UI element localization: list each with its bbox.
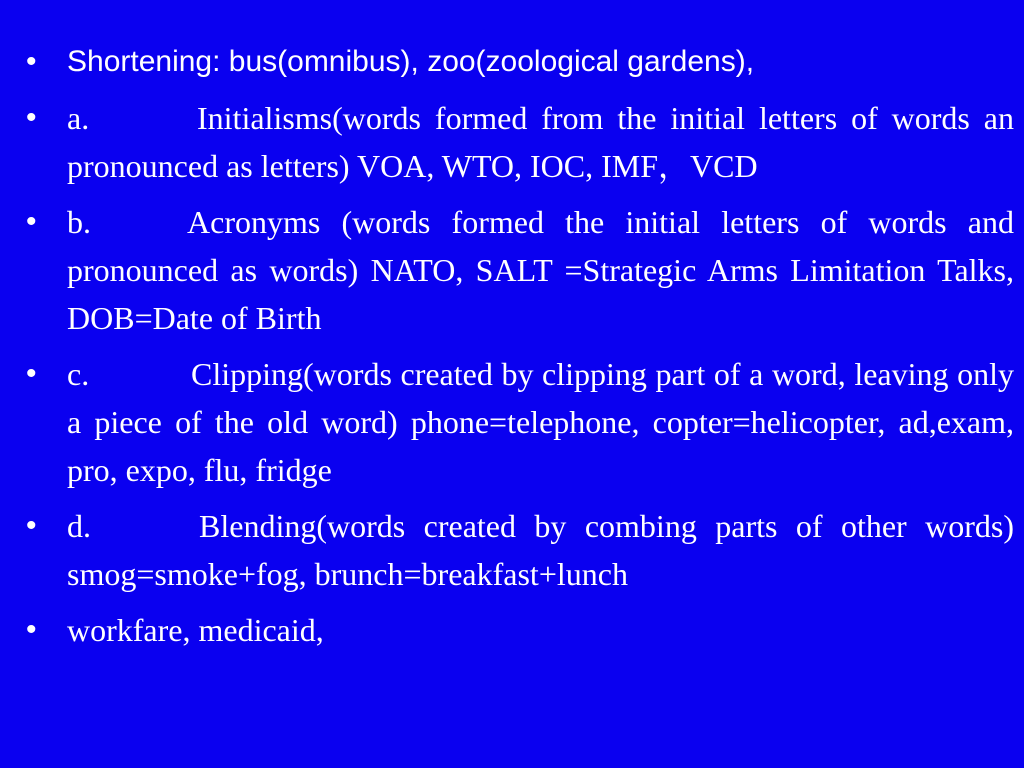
bullet-item-initialisms [26, 94, 1014, 190]
bullet-text-block [67, 350, 1014, 494]
bullet-label: c. [67, 356, 90, 392]
bullet-dot-icon: • [26, 101, 37, 134]
bullet-item-acronyms [26, 198, 1014, 342]
bullet-list [26, 38, 1014, 662]
bullet-item-clipping [26, 350, 1014, 494]
bullet-item-shortening [26, 38, 1014, 86]
bullet-dot-icon: • [26, 357, 37, 390]
bullet-label: d. [67, 508, 91, 544]
bullet-dot-icon: • [26, 45, 37, 78]
bullet-text: workfare, medicaid, [67, 612, 324, 648]
bullet-text-block [67, 94, 1014, 190]
bullet-dot-icon: • [26, 613, 37, 646]
bullet-text: Initialisms(words formed from the initial letters of words an pronounced as letters) VOA, WTO, IOC, IMF，VCD [67, 100, 1014, 184]
bullet-text-block [67, 502, 1014, 598]
bullet-label: a. [67, 100, 90, 136]
bullet-dot-icon: • [26, 205, 37, 238]
bullet-text: Shortening: bus(omnibus), zoo(zoological gardens), [67, 45, 755, 78]
bullet-text-block [67, 198, 1014, 342]
bullet-dot-icon: • [26, 509, 37, 542]
bullet-text: Clipping(words created by clipping part of a word, leaving only a piece of the old word) phone=telephone, copter=helicopter, ad,exam, pro, expo, flu, fridge [67, 356, 1014, 488]
bullet-text: Acronyms (words formed the initial letters of words and pronounced as words) NATO, SALT =Strategic Arms Limitation Talks, DOB=Date of Birth [67, 204, 1014, 336]
bullet-item-examples [26, 606, 1014, 654]
bullet-item-blending [26, 502, 1014, 598]
bullet-label: b. [67, 204, 91, 240]
bullet-text: Blending(words created by combing parts of other words) smog=smoke+fog, brunch=breakfast+lunch [67, 508, 1014, 592]
